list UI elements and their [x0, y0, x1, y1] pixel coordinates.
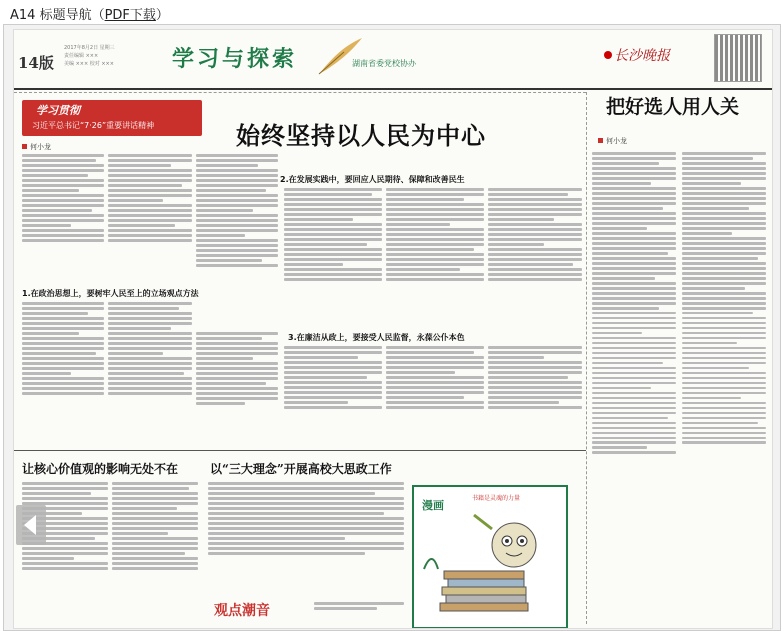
- qr-code-icon: [714, 34, 762, 82]
- article-text-block: [108, 300, 192, 444]
- pdf-download-link[interactable]: PDF下载: [104, 8, 156, 23]
- right-article-headline: 把好选人用人关: [606, 96, 740, 118]
- page-header: [0, 0, 782, 24]
- article-text-block: [112, 480, 198, 618]
- article-text-block: [284, 186, 382, 328]
- section-title: 学习与探索: [172, 46, 298, 72]
- article-text-block: [108, 152, 192, 284]
- newspaper-brand: 长沙晚报: [614, 48, 670, 64]
- section-subtitle: 湖南省委党校协办: [352, 59, 416, 68]
- lower-middle-headline: 以“三大理念”开展高校大思政工作: [210, 462, 392, 476]
- banner-subtitle: 习近平总书记“7·26”重要讲话精神: [32, 121, 155, 130]
- byline: 何小龙: [22, 142, 51, 152]
- article-subhead: 1.在政治思想上，要树牢人民至上的立场观点方法: [22, 289, 199, 298]
- divider: [14, 92, 586, 93]
- article-text-block: [314, 600, 404, 622]
- article-text-block: [284, 344, 382, 446]
- page-title: [10, 4, 169, 23]
- article-text-block: [592, 150, 676, 620]
- meta-line: 2017年8月2日 星期三: [64, 45, 115, 51]
- article-text-block: [22, 300, 104, 444]
- previous-page-button[interactable]: [16, 505, 46, 545]
- cartoon-illustration: [412, 485, 568, 629]
- meta-line: 责任编辑 ×××: [64, 53, 99, 59]
- newspaper-viewer: [3, 24, 781, 631]
- article-subhead: 3.在廉洁从政上，要接受人民监督，永葆公仆本色: [288, 333, 465, 342]
- article-text-block: [196, 330, 278, 446]
- topic-banner: [22, 100, 202, 136]
- edition-meta: [64, 44, 164, 68]
- article-subhead: 2.在发展实践中，要回应人民期待、保障和改善民生: [280, 175, 465, 184]
- cartoon-logo: 漫画: [422, 499, 444, 512]
- article-text-block: [208, 480, 404, 594]
- article-text-block: [682, 150, 766, 620]
- article-text-block: [22, 152, 104, 284]
- main-headline: 始终坚持以人民为中心: [236, 121, 486, 150]
- article-text-block: [386, 344, 484, 446]
- article-text-block: [196, 152, 278, 328]
- page-title-prefix: A14 标题导航（: [10, 8, 105, 23]
- brand-mark-icon: [604, 51, 612, 59]
- article-text-block: [488, 186, 582, 328]
- cartoon-caption: 书籍是灵魂的力量: [472, 495, 521, 502]
- article-text-block: [22, 480, 108, 618]
- byline: 何小龙: [598, 136, 627, 146]
- divider: [586, 92, 587, 624]
- masthead: [14, 30, 772, 90]
- edition-number: 14版: [18, 54, 54, 72]
- divider: [14, 450, 586, 451]
- article-text-block: [488, 344, 582, 446]
- meta-line: 美编 ××× 校对 ×××: [64, 61, 114, 67]
- article-text-block: [386, 186, 484, 328]
- quill-icon: [314, 36, 364, 76]
- book-stack-drawing: [414, 509, 562, 619]
- banner-kicker: 学习贯彻: [36, 104, 80, 117]
- lower-left-headline: 让核心价值观的影响无处不在: [22, 462, 179, 476]
- newspaper-page: [13, 29, 773, 629]
- page-title-suffix: ）: [155, 8, 169, 23]
- column-logo: 观点潮音: [214, 603, 270, 619]
